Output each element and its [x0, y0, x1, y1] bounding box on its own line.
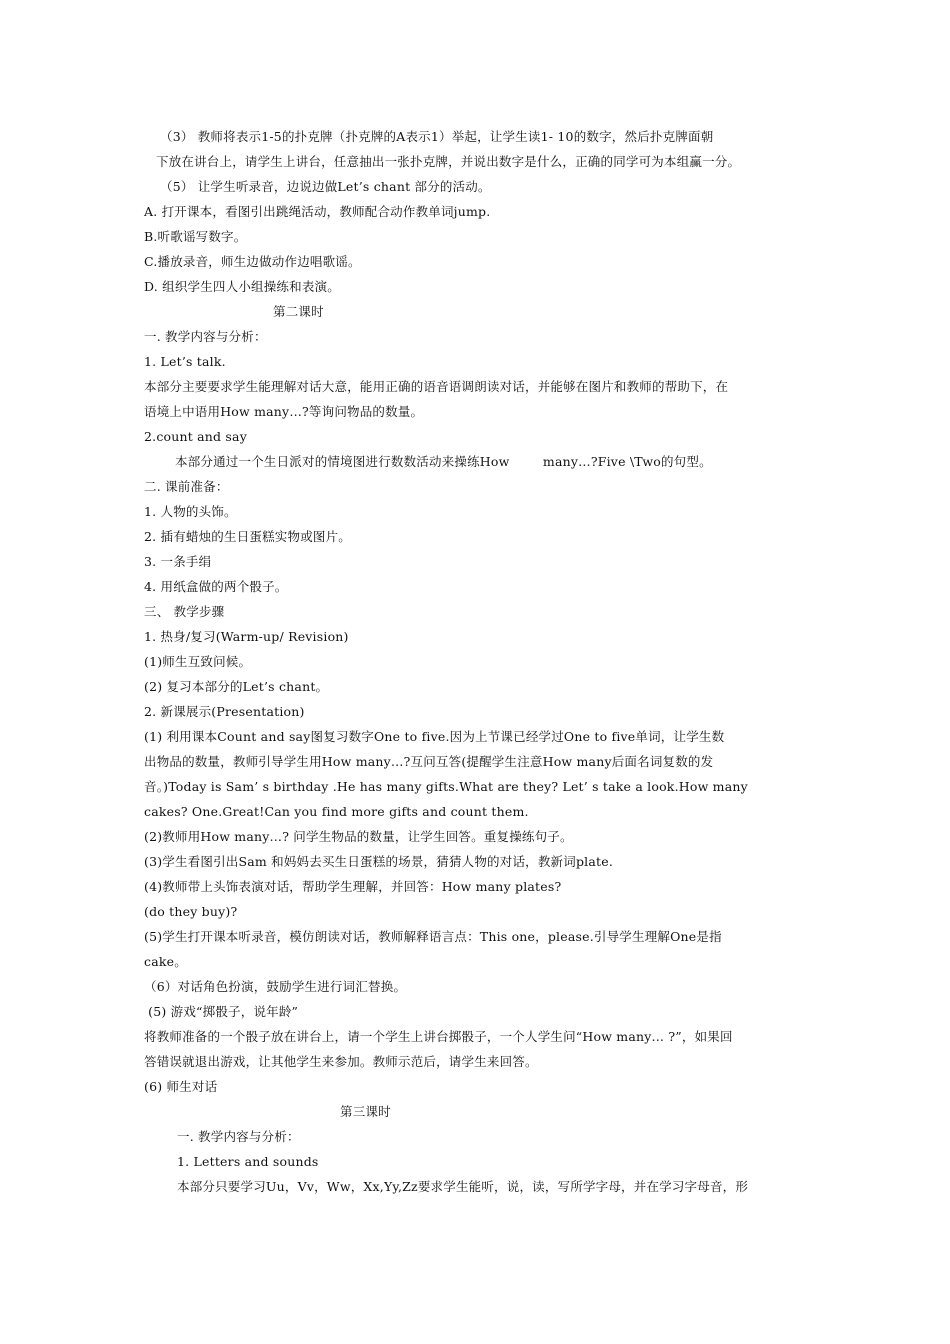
text-line: 出物品的数量，教师引导学生用How many…?互问互答(提醒学生注意How many后面名词复数的发	[144, 754, 714, 769]
text-line: (6) 师生对话	[144, 1079, 218, 1094]
text-line: 一. 教学内容与分析：	[144, 329, 267, 344]
text-line: 一. 教学内容与分析：	[177, 1129, 300, 1144]
text-line: 三、 教学步骤	[144, 604, 225, 619]
text-line: D. 组织学生四人小组操练和表演。	[144, 279, 340, 294]
text-line: 1. Letters and sounds	[177, 1154, 319, 1169]
text-line: (2) 复习本部分的Let’s chant。	[144, 679, 329, 694]
text-line: A. 打开课本，看图引出跳绳活动，教师配合动作教单词jump.	[144, 204, 491, 219]
text-line: (4)教师带上头饰表演对话，帮助学生理解，并回答：How many plates?	[144, 879, 562, 894]
text-line: (3)学生看图引出Sam 和妈妈去买生日蛋糕的场景，猜猜人物的对话，教新词plate.	[144, 854, 613, 869]
text-line: (1)师生互致问候。	[144, 654, 252, 669]
text-line: 2.count and say	[144, 429, 247, 444]
text-line: C.播放录音，师生边做动作边唱歌谣。	[144, 254, 361, 269]
text-line: 3. 一条手绢	[144, 554, 212, 569]
text-line: 2. 插有蜡烛的生日蛋糕实物或图片。	[144, 529, 352, 544]
text-line: 二. 课前准备：	[144, 479, 229, 494]
text-line: 1. 人物的头饰。	[144, 504, 237, 519]
text-line: 本部分主要要求学生能理解对话大意，能用正确的语音语调朗读对话，并能够在图片和教师的帮助下，在	[144, 379, 729, 394]
text-line: （6）对话角色扮演，鼓励学生进行词汇替换。	[144, 979, 407, 994]
text-line: 答错误就退出游戏，让其他学生来参加。教师示范后，请学生来回答。	[144, 1054, 538, 1069]
text-line: 4. 用纸盒做的两个骰子。	[144, 579, 288, 594]
text-line: 将教师准备的一个骰子放在讲台上，请一个学生上讲台掷骰子，一个人学生问“How many… ?”，如果回	[144, 1029, 733, 1044]
text-line: (1) 利用课本Count and say图复习数字One to five.因为上节课已经学过One to five单词，让学生数	[144, 729, 725, 744]
text-line: (5) 游戏“掷骰子，说年龄”	[144, 1004, 299, 1019]
text-line: cake。	[144, 954, 187, 969]
text-line: 语境上中语用How many…?等询问物品的数量。	[144, 404, 424, 419]
section-heading: 第三课时	[340, 1104, 391, 1119]
text-line: cakes? One.Great!Can you find more gifts and count them.	[144, 804, 529, 819]
text-line: 2. 新课展示(Presentation)	[144, 704, 305, 719]
text-line: (2)教师用How many…? 问学生物品的数量，让学生回答。重复操练句子。	[144, 829, 573, 844]
text-line: B.听歌谣写数字。	[144, 229, 247, 244]
text-line: 1. 热身/复习(Warm-up/ Revision)	[144, 629, 349, 644]
text-line: 1. Let’s talk.	[144, 354, 226, 369]
text-line: (do they buy)?	[144, 904, 238, 919]
text-line: 本部分只要学习Uu，Vv，Ww，Xx,Yy,Zz要求学生能听，说，读，写所学字母，并在学习字母音，形	[177, 1179, 749, 1194]
text-line: (5)学生打开课本听录音，模仿朗读对话，教师解释语言点：This one，please.引导学生理解One是指	[144, 929, 722, 944]
text-line: （5） 让学生听录音，边说边做Let’s chant 部分的活动。	[160, 179, 491, 194]
text-line: 下放在讲台上，请学生上讲台，任意抽出一张扑克牌，并说出数字是什么，正确的同学可为本组赢一分。	[156, 154, 741, 169]
text-line: （3） 教师将表示1-5的扑克牌（扑克牌的A表示1）举起，让学生读1- 10的数字，然后扑克牌面朝	[160, 129, 714, 144]
text-line: 本部分通过一个生日派对的情境图进行数数活动来操练How many…?Five \Two的句型。	[175, 454, 712, 469]
text-line: 音。)Today is Sam’ s birthday .He has many gifts.What are they? Let’ s take a look.How many	[144, 779, 748, 794]
section-heading: 第二课时	[273, 304, 324, 319]
